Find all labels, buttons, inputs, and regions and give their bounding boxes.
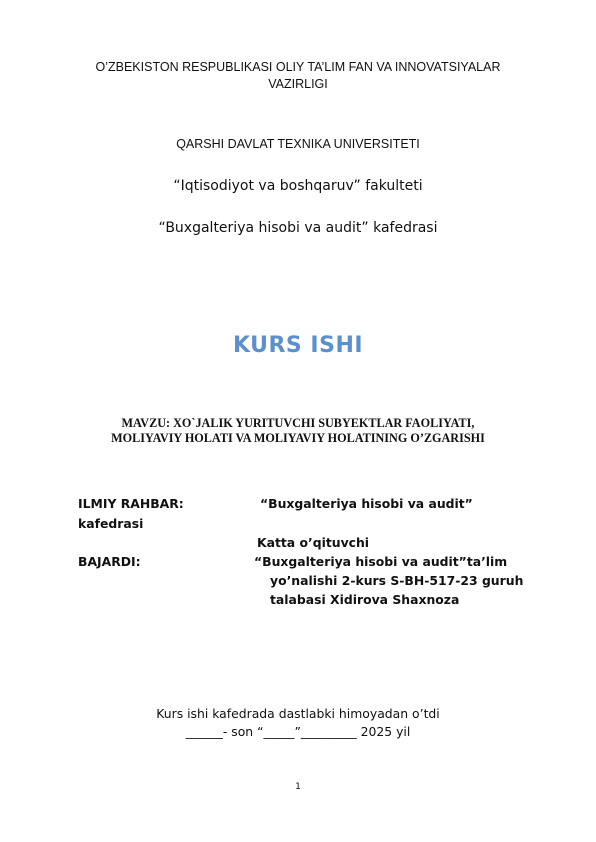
advisor-label: ILMIY RAHBAR: xyxy=(78,496,184,511)
topic-line-2: MOLIYAVIY HOLATI VA MOLIYAVIY HOLATINING O’ZGARISHI xyxy=(111,431,485,445)
defense-date-line: ______- son “_____”_________ 2025 yil xyxy=(185,724,411,739)
university-name: QARSHI DAVLAT TEXNIKA UNIVERSITETI xyxy=(176,137,420,151)
faculty-name: “Iqtisodiyot va boshqaruv” fakulteti xyxy=(173,178,423,194)
ministry-line-2: VAZIRLIGI xyxy=(268,77,328,91)
student-line-3: talabasi Xidirova Shaxnoza xyxy=(270,592,460,607)
defense-note: Kurs ishi kafedrada dastlabki himoyadan o’tdi xyxy=(156,706,440,721)
advisor-department: “Buxgalteriya hisobi va audit” xyxy=(260,496,473,511)
ministry-line-1: O’ZBEKISTON RESPUBLIKASI OLIY TA’LIM FAN VA INNOVATSIYALAR xyxy=(95,60,501,74)
student-line-2: yo’nalishi 2-kurs S-BH-517-23 guruh xyxy=(270,573,524,588)
document-type-title: KURS ISHI xyxy=(232,333,364,358)
student-label: BAJARDI: xyxy=(78,554,141,569)
student-line-1: “Buxgalteriya hisobi va audit”ta’lim xyxy=(254,554,508,569)
page-number: 1 xyxy=(295,782,301,792)
topic-line-1: MAVZU: XO`JALIK YURITUVCHI SUBYEKTLAR FAOLIYATI, xyxy=(121,416,475,430)
advisor-title: Katta o’qituvchi xyxy=(257,535,370,550)
ministry-heading xyxy=(0,59,596,93)
advisor-department-cont: kafedrasi xyxy=(78,516,144,531)
department-name: “Buxgalteriya hisobi va audit” kafedrasi xyxy=(158,220,438,236)
topic-heading xyxy=(0,416,596,446)
